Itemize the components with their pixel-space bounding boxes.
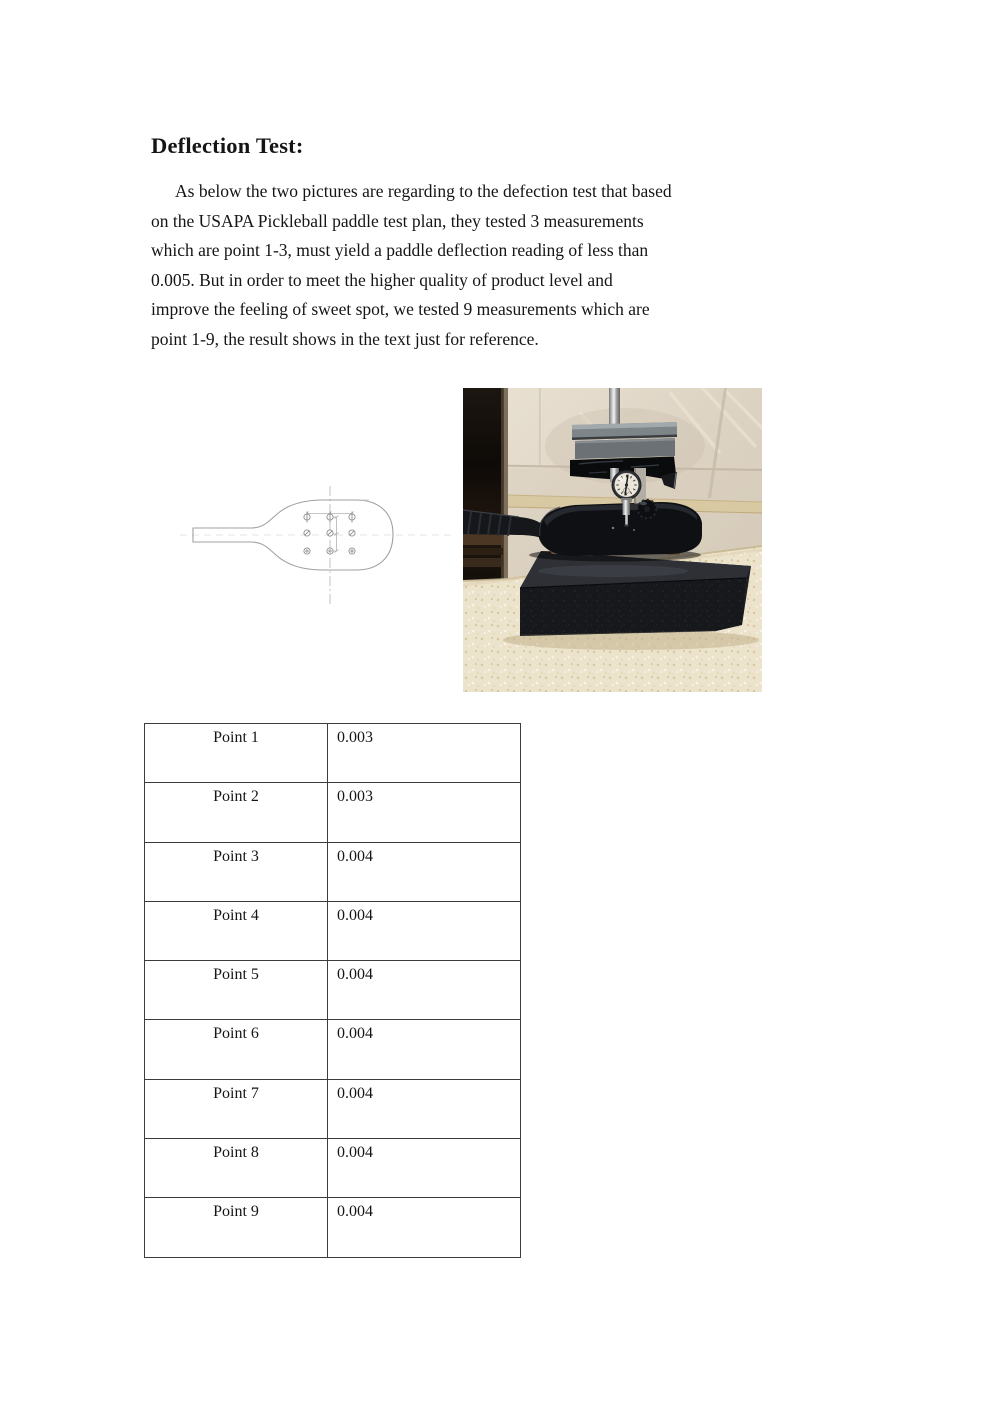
table-row [145, 724, 521, 783]
value-cell: 0.004 [328, 1079, 521, 1138]
dimension-lines [306, 500, 370, 553]
body-paragraph [151, 177, 791, 354]
paragraph-line: which are point 1-3, must yield a paddle deflection reading of less than [151, 240, 649, 260]
apparatus-photo [463, 388, 762, 692]
table-row [145, 901, 521, 960]
point-label-cell: Point 7 [145, 1079, 328, 1138]
table-row [145, 961, 521, 1020]
point-label-cell: Point 6 [145, 1020, 328, 1079]
paragraph-line: point 1-9, the result shows in the text just for reference. [151, 328, 539, 349]
table-row [145, 842, 521, 901]
paragraph-line: improve the feeling of sweet spot, we tested 9 measurements which are [151, 299, 650, 319]
point-label-cell: Point 3 [145, 842, 328, 901]
point-label-cell: Point 8 [145, 1139, 328, 1198]
deflection-apparatus-photo [463, 388, 762, 692]
point-label-cell: Point 2 [145, 783, 328, 842]
paddle-drawing-figure [155, 388, 455, 692]
value-cell: 0.004 [328, 1198, 521, 1257]
value-cell: 0.003 [328, 783, 521, 842]
paragraph-line: 0.005. But in order to meet the higher quality of product level and [151, 269, 613, 290]
table-row [145, 1020, 521, 1079]
value-cell: 0.004 [328, 842, 521, 901]
value-cell: 0.004 [328, 1020, 521, 1079]
value-cell: 0.004 [328, 961, 521, 1020]
table-row [145, 1079, 521, 1138]
measurement-points [304, 512, 355, 555]
point-label-cell: Point 9 [145, 1198, 328, 1257]
doorway [463, 388, 508, 580]
table-row [145, 1198, 521, 1257]
point-label-cell: Point 4 [145, 901, 328, 960]
point-label-cell: Point 1 [145, 724, 328, 783]
table-row [145, 783, 521, 842]
granite-block [503, 551, 759, 650]
point-label-cell: Point 5 [145, 961, 328, 1020]
value-cell: 0.004 [328, 901, 521, 960]
results-table [144, 723, 521, 1258]
stand-pole [609, 388, 620, 424]
value-cell: 0.003 [328, 724, 521, 783]
paragraph-line: As below the two pictures are regarding to the defection test that based [175, 181, 672, 201]
value-cell: 0.004 [328, 1139, 521, 1198]
paragraph-line: on the USAPA Pickleball paddle test plan, they tested 3 measurements [151, 210, 644, 231]
paddle-drawing [155, 388, 455, 692]
section-heading: Deflection Test: [151, 133, 304, 158]
table-row [145, 1139, 521, 1198]
